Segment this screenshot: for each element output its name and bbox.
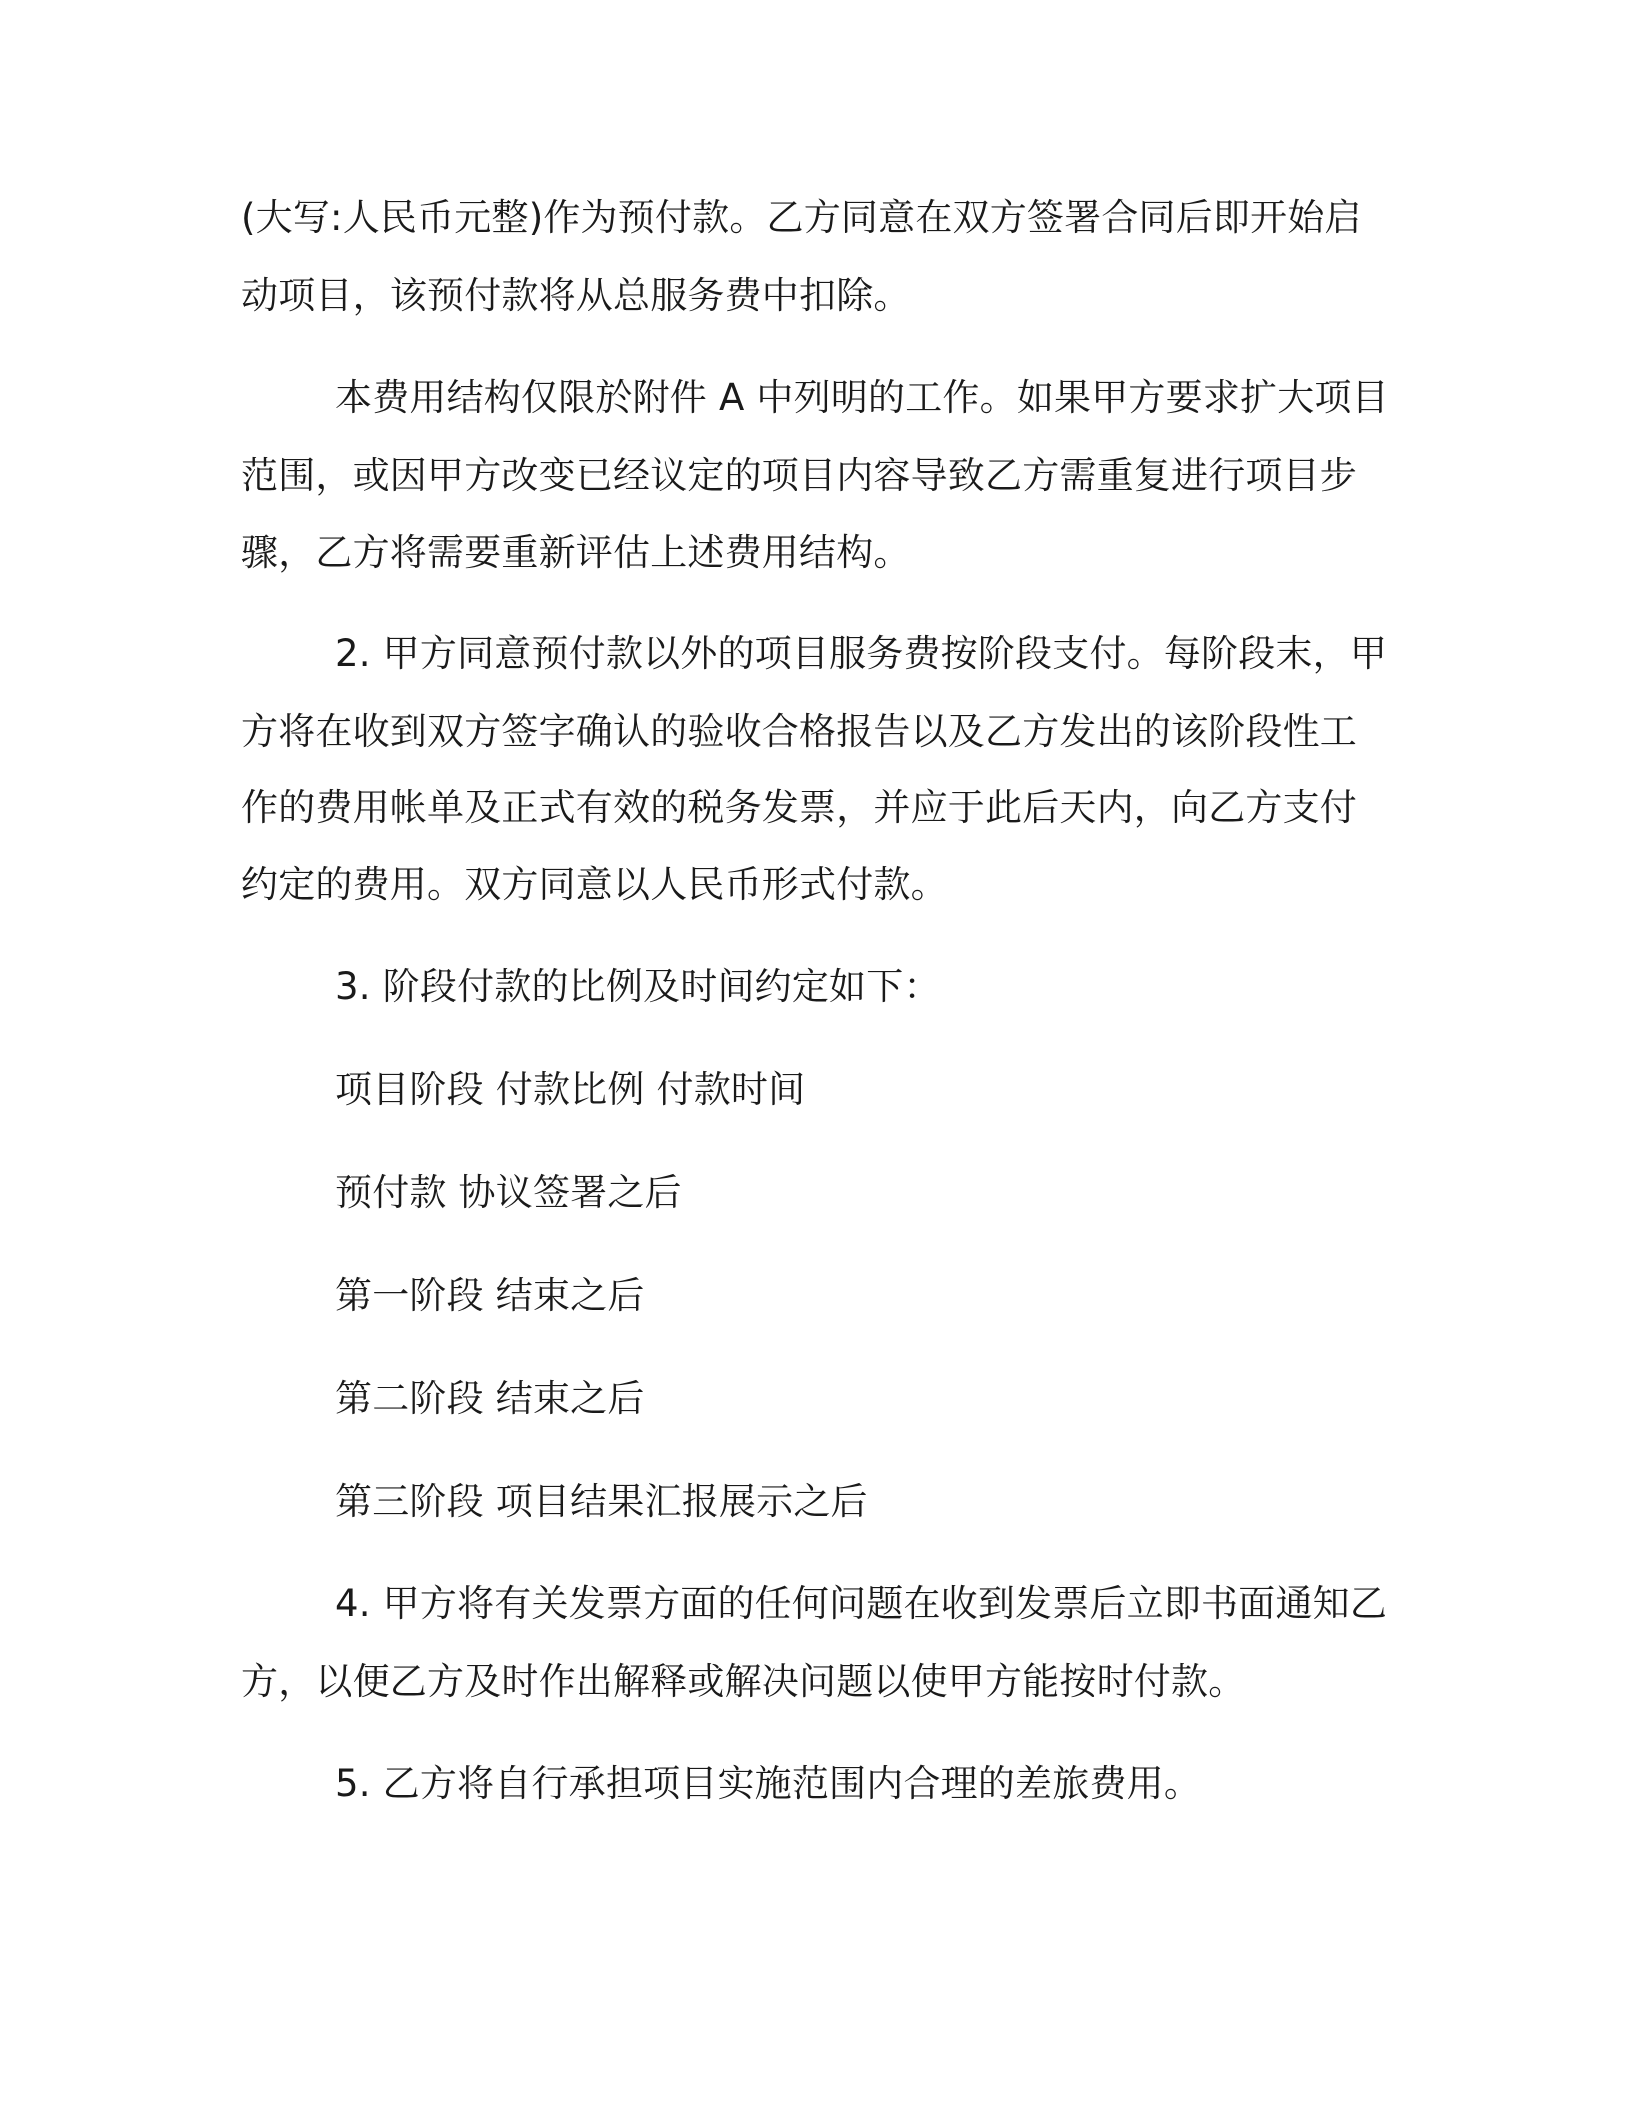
clause-2-line-1: 2. 甲方同意预付款以外的项目服务费按阶段支付。每阶段末，甲 bbox=[335, 632, 1388, 675]
clause-5: 5. 乙方将自行承担项目实施范围内合理的差旅费用。 bbox=[335, 1762, 1202, 1805]
clause-4-line-1: 4. 甲方将有关发票方面的任何问题在收到发票后立即书面通知乙 bbox=[335, 1582, 1388, 1625]
clause-2-line-4: 约定的费用。双方同意以人民币形式付款。 bbox=[241, 863, 948, 906]
clause-4-line-2: 方，以便乙方及时作出解释或解决问题以使甲方能按时付款。 bbox=[241, 1660, 1246, 1703]
paragraph-fee-scope-line-1: 本费用结构仅限於附件 A 中列明的工作。如果甲方要求扩大项目 bbox=[335, 376, 1389, 419]
clause-2-line-2: 方将在收到双方签字确认的验收合格报告以及乙方发出的该阶段性工 bbox=[241, 710, 1357, 753]
payment-row-stage-3: 第三阶段 项目结果汇报展示之后 bbox=[335, 1480, 868, 1523]
paragraph-fee-scope-line-3: 骤，乙方将需要重新评估上述费用结构。 bbox=[241, 531, 911, 574]
payment-row-stage-2: 第二阶段 结束之后 bbox=[335, 1377, 645, 1420]
clause-3-heading: 3. 阶段付款的比例及时间约定如下： bbox=[335, 965, 941, 1008]
paragraph-advance-payment-line-1: (大写:人民币元整)作为预付款。乙方同意在双方签署合同后即开始启 bbox=[241, 196, 1362, 239]
clause-2-line-3: 作的费用帐单及正式有效的税务发票，并应于此后天内，向乙方支付 bbox=[241, 786, 1357, 829]
payment-row-advance: 预付款 协议签署之后 bbox=[335, 1171, 682, 1214]
paragraph-fee-scope-line-2: 范围，或因甲方改变已经议定的项目内容导致乙方需重复进行项目步 bbox=[241, 454, 1357, 497]
paragraph-advance-payment-line-2: 动项目，该预付款将从总服务费中扣除。 bbox=[241, 274, 911, 317]
payment-row-stage-1: 第一阶段 结束之后 bbox=[335, 1274, 645, 1317]
payment-table-header: 项目阶段 付款比例 付款时间 bbox=[335, 1068, 806, 1111]
